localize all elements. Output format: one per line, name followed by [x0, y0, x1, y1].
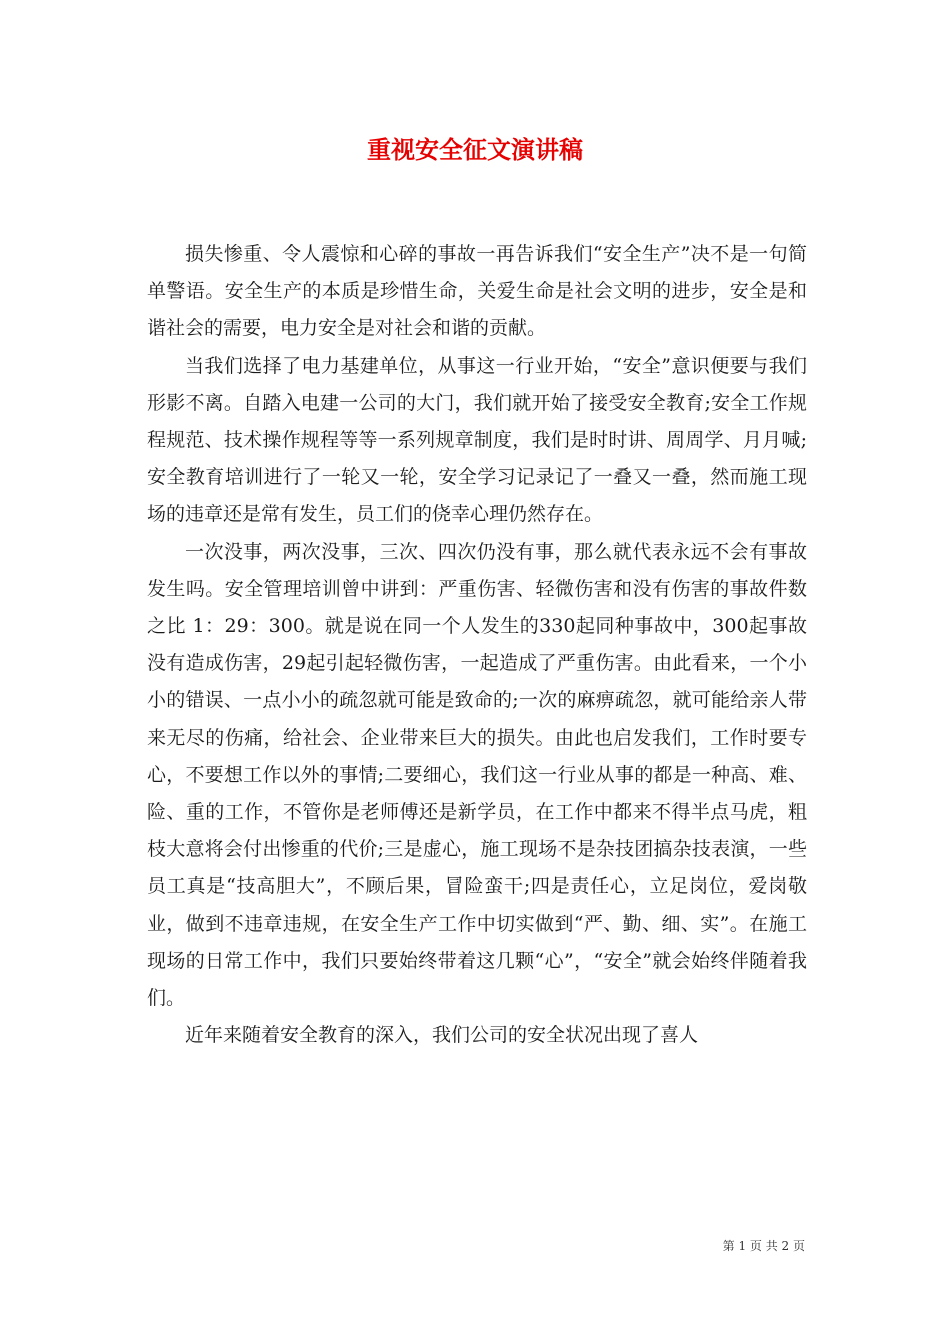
paragraph-2: 当我们选择了电力基建单位，从事这一行业开始，“安全”意识便要与我们形影不离。自踏入电建一公司的大门，我们就开始了接受安全教育;安全工作规程规范、技术操作规程等等一系列规章制度，我们是时时讲、周周学、月月喊;安全教育培训进行了一轮又一轮，安全学习记录记了一叠又一叠，然而施工现场的违章还是常有发生，员工们的侥幸心理仍然存在。: [147, 354, 807, 526]
document-title: 重视安全征文演讲稿: [367, 135, 583, 164]
paragraph-4: 近年来随着安全教育的深入，我们公司的安全状况出现了喜人: [185, 1024, 699, 1047]
paragraph-1: 损失惨重、令人震惊和心碎的事故一再告诉我们“安全生产”决不是一句简单警语。安全生产的本质是珍惜生命，关爱生命是社会文明的进步，安全是和谐社会的需要，电力安全是对社会和谐的贡献。: [147, 243, 807, 340]
document-body: [147, 236, 807, 1054]
paragraph-3: 一次没事，两次没事，三次、四次仍没有事，那么就代表永远不会有事故发生吗。安全管理培训曾中讲到：严重伤害、轻微伤害和没有伤害的事故件数之比 1：29：300。就是说在同一个人发生的330起同种事故中，300起事故没有造成伤害，29起引起轻微伤害，一起造成了严重伤害。由此看来，一个小小的错误、一点小小的疏忽就可能是致命的;一次的麻痹疏忽，就可能给亲人带来无尽的伤痛，给社会、企业带来巨大的损失。由此也启发我们，工作时要专心，不要想工作以外的事情;二要细心，我们这一行业从事的都是一种高、难、险、重的工作，不管你是老师傅还是新学员，在工作中都来不得半点马虎，粗枝大意将会付出惨重的代价;三是虚心，施工现场不是杂技团搞杂技表演，一些员工真是“技高胆大”，不顾后果，冒险蛮干;四是责任心，立足岗位，爱岗敬业，做到不违章违规，在安全生产工作中切实做到“严、勤、细、实”。在施工现场的日常工作中，我们只要始终带着这几颗“心”，“安全”就会始终伴随着我们。: [147, 540, 807, 1010]
page-number-footer: 第 1 页 共 2 页: [722, 1239, 805, 1253]
